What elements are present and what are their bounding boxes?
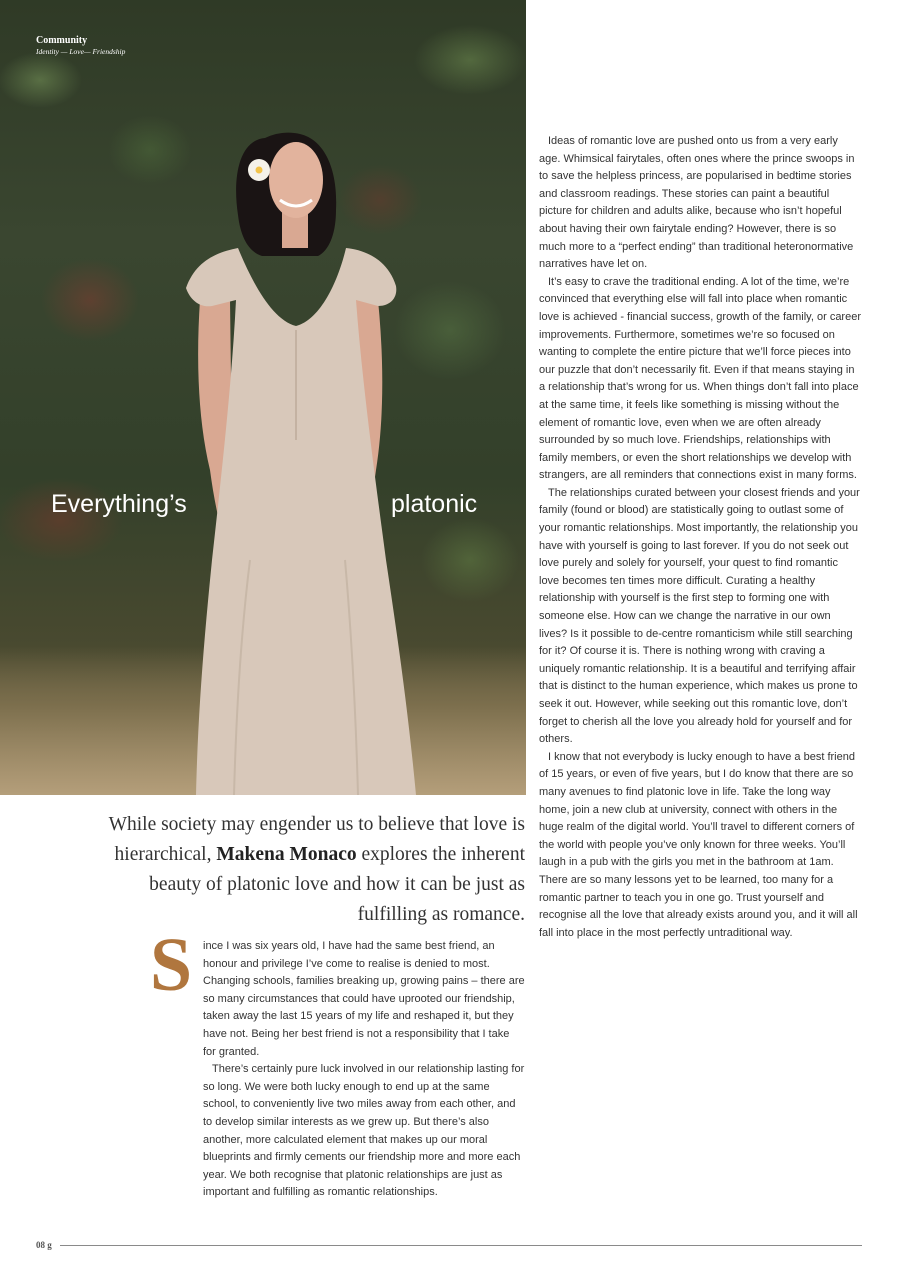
drop-cap: S <box>149 923 193 1007</box>
headline-left: Everything’s <box>51 490 187 518</box>
body-paragraph: The relationships curated between your closest friends and your family (found or blood) are statistically going to outlast some of your romantic relationships. Most importantly, the relationship you have with yourself is going to last forever. If you do not seek out love purely and solely for yourself, your quest to find romantic love becomes ten times more difficult. Curating a healthy relationship with yourself is the first step to forming one with someone else. How can we change the narrative in our own lives? Is it possible to de-centre romanticism while still searching for it? Of course it is. There is nothing wrong with craving a uniquely romantic relationship. It is a beautiful and terrifying affair that is distinct to the human experience, which makes us prone to seek it out. However, while seeking out this romantic love, don’t forget to cherish all the love you already hold for yourself and for others. <box>539 486 860 746</box>
body-paragraph: It’s easy to crave the traditional ending. A lot of the time, we’re convinced that everything else will fall into place when romantic love is achieved - financial success, growth of the family, or career improvements. Furthermore, sometimes we’re so focused on wanting to complete the entire picture that we’ll force pieces into our puzzle that don’t necessarily fit. Even if that means staying in a relationship that’s wrong for us. When things don’t fall into place at the same time, it feels like something is missing without the element of romantic love, even when we are often already surrounded by so much love. Friendships, relationships with family members, or even the short relationships we develop with strangers, are all reminders that connections exist in many forms. <box>539 275 861 482</box>
body-paragraph: Ideas of romantic love are pushed onto us from a very early age. Whimsical fairytales, often ones where the prince swoops in to save the helpless princess, are popularised in bedtime stories and classroom readings. These stories can paint a beautiful picture for children and adults alike, because who isn’t hopeful about having their own fairytale ending? However, there is so much more to a “perfect ending” than traditional heteronormative narratives have let on. <box>539 135 855 271</box>
body-paragraph: I know that not everybody is lucky enough to have a best friend of 15 years, or even of five years, but I do know that there are so many avenues to find platonic love in life. Take the long way home, join a new club at university, connect with others in the huge realm of the digital world. You’ll travel to different corners of the world with people you’ve only known for three weeks. You’ll laugh in a pub with the girls you met in the bathroom at 1am. There are so many lessons yet to be learned, too many for a romantic partner to teach you in one go. Trust yourself and recognise all the love that already exists around you, and it will all fall into place in the most perfectly untraditional way. <box>539 750 858 939</box>
headline-right: platonic <box>391 490 478 518</box>
section-name: Community <box>36 35 88 46</box>
body-column-left <box>203 938 525 1202</box>
body-paragraph: There’s certainly pure luck involved in our relationship lasting for so long. We were both lucky enough to end up at the same school, to conveniently live two miles away from each other, and to develop similar interests as we grew up. But there’s also another, more calculated element that makes up our moral blueprints and firmly cements our friendship more and more each year. We both recognise that platonic relationships are just as important and fulfilling as romantic relationships. <box>203 1063 525 1199</box>
body-paragraph: ince I was six years old, I have had the same best friend, an honour and privilege I’ve come to realise is denied to most. Changing schools, families breaking up, growing pains – there are so many circumstances that could have uprooted our friendship, taken away the last 15 years of my life and reshaped it, but they have not. Being her best friend is not a responsibility that I take for granted. <box>203 940 525 1058</box>
section-subtitle: Identity — Love— Friendship <box>36 47 126 56</box>
section-tag <box>36 35 125 57</box>
page-footer <box>36 1239 862 1251</box>
standfirst-after: explores the inherent beauty of platonic love and how it can be just as fulfilling as romance. <box>149 844 525 925</box>
author-name: Makena Monaco <box>216 844 357 865</box>
footer-rule <box>60 1245 862 1246</box>
standfirst-before: While society may engender us to believe that love is hierarchical, <box>108 814 525 865</box>
body-column-right <box>539 133 861 942</box>
hero-photo <box>0 0 526 795</box>
page-folio: 08 g <box>36 1240 52 1250</box>
woman-figure-illustration <box>0 0 526 795</box>
standfirst <box>100 810 525 930</box>
